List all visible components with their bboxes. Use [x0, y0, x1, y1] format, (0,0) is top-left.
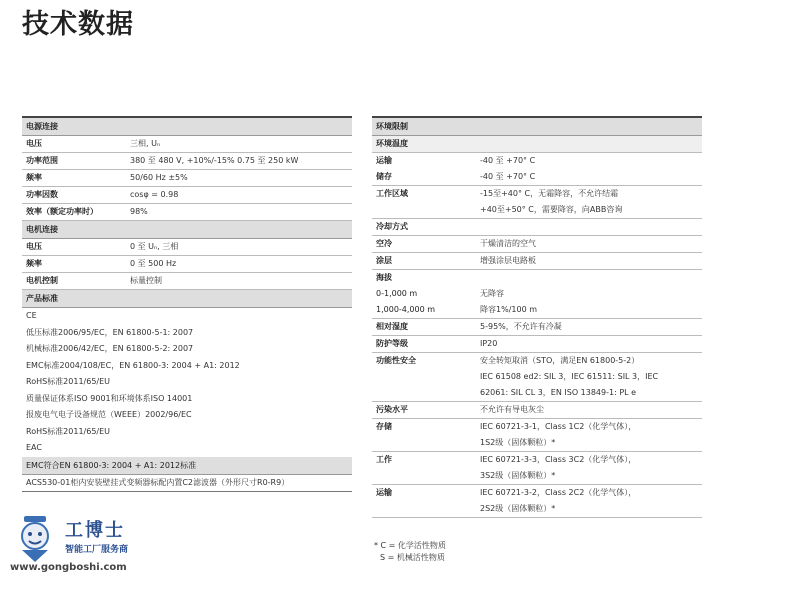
spec-value: 降容1%/100 m	[480, 305, 537, 314]
mascot-icon	[10, 514, 60, 564]
spec-key: 污染水平	[376, 405, 408, 414]
list-item: RoHS标准2011/65/EU	[26, 426, 111, 436]
spec-value: +40至+50° C，需要降容，向ABB咨询	[480, 205, 623, 214]
cooling-header: 冷却方式	[376, 222, 408, 231]
spec-value: 380 至 480 V, +10%/-15% 0.75 至 250 kW	[130, 156, 299, 165]
spec-value: cosφ = 0.98	[130, 190, 179, 199]
spec-key: 功率因数	[26, 190, 58, 199]
spec-value: -15至+40° C，无霜降容，不允许结霜	[480, 189, 619, 198]
spec-key: 防护等级	[376, 339, 408, 348]
standards-header: 产品标准	[22, 290, 352, 308]
spec-value: 0 至 500 Hz	[130, 259, 177, 268]
spec-key: 运输	[376, 488, 392, 497]
emc-note: ACS530-01柜内安装壁挂式变频器标配内置C2滤波器（外形尺寸R0-R9）	[26, 477, 290, 487]
list-item: 质量保证体系ISO 9001和环境体系ISO 14001	[26, 393, 193, 403]
spec-value: 5-95%，不允许有冷凝	[480, 322, 562, 331]
spec-key: 涂层	[376, 256, 392, 265]
list-item: 机械标准2006/42/EC，EN 61800-5-2: 2007	[26, 344, 194, 353]
list-item: 报废电气电子设备规范（WEEE）2002/96/EC	[26, 410, 192, 419]
emc-header: EMC符合EN 61800-3: 2004 + A1: 2012标准	[22, 457, 352, 475]
spec-key: 空冷	[376, 239, 392, 248]
spec-value: IEC 60721-3-1，Class 1C2（化学气体），	[480, 422, 637, 431]
spec-key: 频率	[26, 173, 42, 182]
list-item: CE	[26, 311, 37, 320]
spec-value: -40 至 +70° C	[480, 172, 536, 181]
temp-header: 环境温度	[376, 139, 408, 148]
spec-value: 1S2级（固体颗粒）*	[480, 438, 556, 447]
right-spec-table	[372, 116, 702, 518]
spec-key: 0-1,000 m	[376, 289, 418, 298]
spec-value: IP20	[480, 339, 498, 348]
spec-value: 3S2级（固体颗粒）*	[480, 471, 556, 480]
spec-key: 功能性安全	[376, 356, 416, 365]
altitude-header: 海拔	[376, 273, 392, 282]
spec-key: 工作区域	[376, 189, 408, 198]
spec-key: 电压	[26, 242, 42, 251]
spec-value: 安全转矩取消（STO，满足EN 61800-5-2）	[480, 356, 640, 365]
spec-key: 存储	[376, 422, 392, 431]
spec-key: 效率（额定功率时）	[26, 207, 98, 216]
spec-value: 0 至 Uₙ, 三相	[130, 242, 179, 251]
spec-value: -40 至 +70° C	[480, 156, 536, 165]
spec-key: 功率范围	[26, 156, 58, 165]
spec-key: 相对湿度	[376, 322, 408, 331]
spec-value: 增强涂层电路板	[480, 256, 536, 265]
page-title: 技术数据	[22, 9, 134, 40]
list-item: 低压标准2006/95/EC，EN 61800-5-1: 2007	[26, 327, 194, 337]
spec-value: IEC 61508 ed2: SIL 3，IEC 61511: SIL 3，IEC	[480, 372, 659, 381]
spec-value: 98%	[130, 207, 148, 216]
power-header: 电源连接	[22, 118, 352, 136]
watermark-logo	[10, 512, 160, 582]
motor-header: 电机连接	[22, 221, 352, 239]
spec-key: 频率	[26, 259, 42, 268]
spec-value: 2S2级（固体颗粒）*	[480, 504, 556, 513]
spec-key: 电机控制	[26, 276, 58, 285]
footnote-line: * C = 化学活性物质	[374, 541, 446, 550]
list-item: RoHS标准2011/65/EU	[26, 377, 111, 386]
footnote-line: S = 机械活性物质	[380, 553, 445, 562]
footnotes	[374, 540, 446, 564]
logo-sub-text: 智能工厂服务商	[65, 545, 129, 555]
left-spec-table	[22, 116, 352, 492]
logo-main-text: 工博士	[65, 520, 125, 541]
spec-value: IEC 60721-3-2，Class 2C2（化学气体），	[480, 488, 637, 497]
spec-key: 电压	[26, 139, 42, 148]
spec-value: 标量控制	[130, 276, 162, 285]
spec-value: IEC 60721-3-3，Class 3C2（化学气体），	[480, 455, 637, 464]
list-item: EAC	[26, 443, 42, 452]
spec-value: 干燥清洁的空气	[480, 239, 536, 248]
logo-url-text: www.gongboshi.com	[10, 562, 127, 573]
list-item: EMC标准2004/108/EC，EN 61800-3: 2004 + A1: 2012	[26, 360, 240, 370]
spec-value: 不允许有导电灰尘	[480, 405, 544, 414]
spec-key: 1,000-4,000 m	[376, 305, 436, 314]
spec-value: 三相, Uₙ	[130, 139, 161, 148]
spec-value: 62061: SIL CL 3，EN ISO 13849-1: PL e	[480, 388, 637, 397]
spec-key: 储存	[376, 172, 392, 181]
spec-key: 工作	[376, 455, 392, 464]
env-header: 环境限制	[372, 118, 702, 136]
spec-value: 无降容	[480, 289, 504, 298]
spec-key: 运输	[376, 156, 392, 165]
spec-value: 50/60 Hz ±5%	[130, 173, 188, 182]
